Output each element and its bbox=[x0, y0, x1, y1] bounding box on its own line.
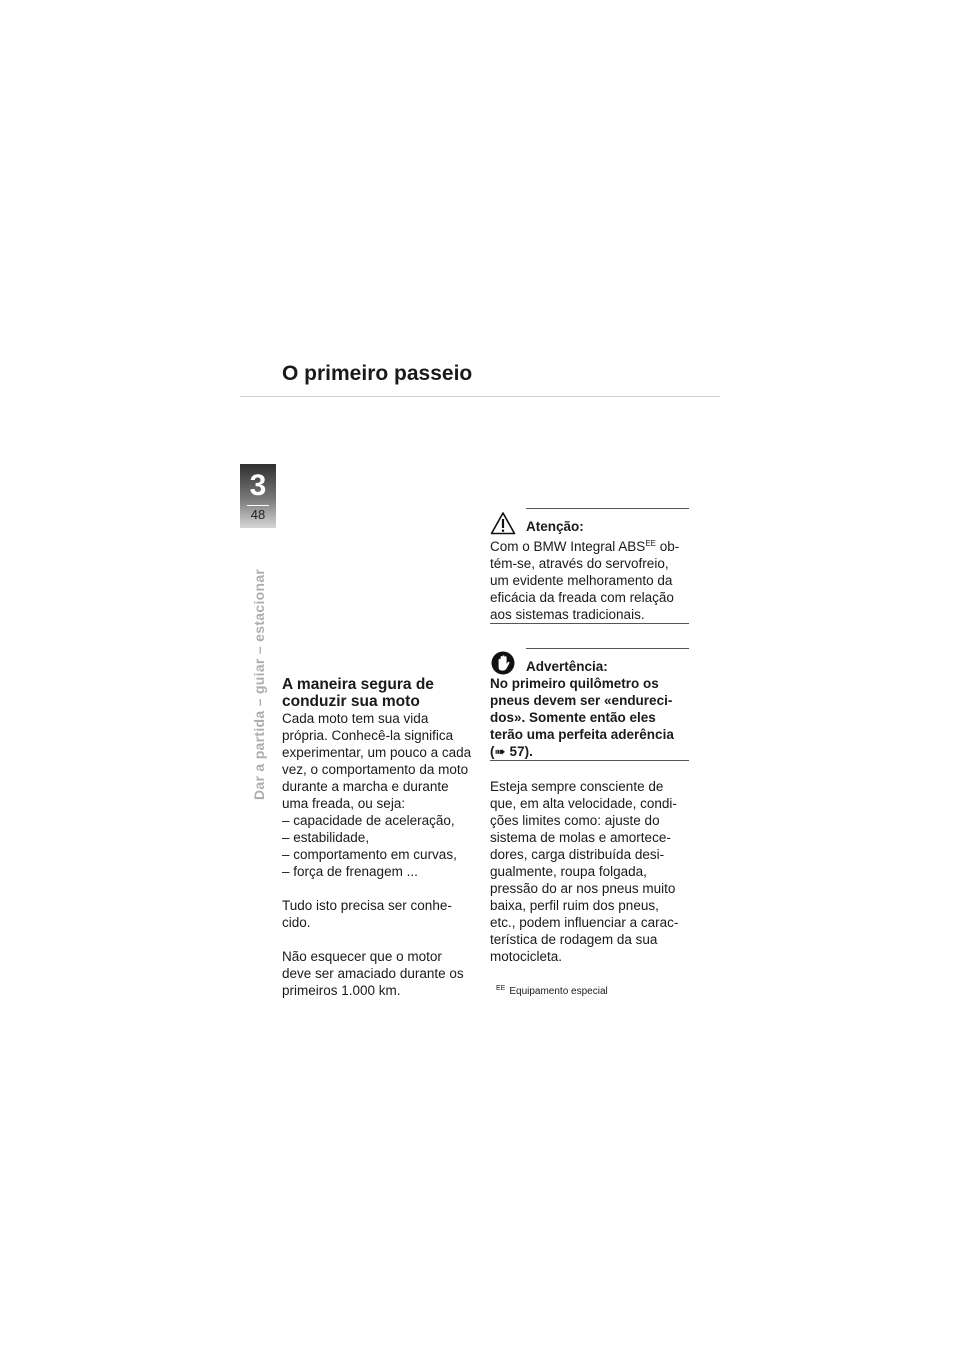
paragraph-break-in bbox=[282, 948, 478, 999]
warning-header bbox=[490, 651, 689, 675]
text-line: Com o BMW Integral ABS bbox=[490, 539, 646, 554]
text-line: No primeiro quilômetro os bbox=[490, 676, 659, 691]
footnote bbox=[490, 985, 689, 997]
warning-title: Advertência: bbox=[526, 659, 608, 674]
list-item: – estabilidade, bbox=[282, 830, 370, 845]
text-line: cido. bbox=[282, 915, 311, 930]
text-line: terão uma perfeita aderência bbox=[490, 727, 674, 742]
section-heading-line: conduzir sua moto bbox=[282, 693, 420, 710]
text-line: etc., podem influenciar a carac- bbox=[490, 915, 679, 930]
text-line: experimentar, um pouco a cada bbox=[282, 745, 472, 760]
dash-list bbox=[282, 812, 478, 880]
text-line: motocicleta. bbox=[490, 949, 563, 964]
text-line: deve ser amaciado durante os bbox=[282, 966, 464, 981]
text-line: gualmente, roupa folgada, bbox=[490, 864, 647, 879]
text-line: aos sistemas tradicionais. bbox=[490, 607, 645, 622]
left-column bbox=[282, 676, 478, 999]
text-line: (➠ 57). bbox=[490, 744, 533, 759]
right-column bbox=[490, 508, 689, 997]
warning-top-rule bbox=[526, 648, 689, 649]
list-item: – capacidade de aceleração, bbox=[282, 813, 455, 828]
header-divider bbox=[240, 396, 720, 397]
text-line: ob- bbox=[655, 539, 680, 554]
attention-top-rule bbox=[526, 508, 689, 509]
text-line: que, em alta velocidade, condi- bbox=[490, 796, 677, 811]
text-line: Cada moto tem sua vida bbox=[282, 711, 429, 726]
section-heading-line: A maneira segura de bbox=[282, 676, 434, 693]
text-line: sistema de molas e amortece- bbox=[490, 830, 671, 845]
text-line: tém-se, através do servofreio, bbox=[490, 556, 669, 571]
stop-hand-icon bbox=[490, 651, 516, 675]
warning-bottom-rule bbox=[490, 760, 689, 761]
text-line: primeiros 1.000 km. bbox=[282, 983, 401, 998]
list-item: – comportamento em curvas, bbox=[282, 847, 457, 862]
text-line: vez, o comportamento da moto bbox=[282, 762, 469, 777]
footnote-text: Equipamento especial bbox=[509, 986, 608, 997]
attention-title: Atenção: bbox=[526, 519, 584, 534]
attention-header bbox=[490, 511, 689, 535]
ee-superscript: EE bbox=[645, 539, 656, 548]
attention-bottom-rule bbox=[490, 623, 689, 624]
text-line: pressão do ar nos pneus muito bbox=[490, 881, 676, 896]
text-line: pneus devem ser «endureci- bbox=[490, 693, 673, 708]
text-line: durante a marcha e durante bbox=[282, 779, 449, 794]
text-line: Esteja sempre consciente de bbox=[490, 779, 664, 794]
footnote-mark: EE bbox=[496, 985, 506, 992]
intro-paragraph bbox=[282, 710, 478, 812]
text-line: terística de rodagem da sua bbox=[490, 932, 658, 947]
page-title: O primeiro passeio bbox=[282, 362, 473, 385]
warning-text bbox=[490, 675, 689, 760]
section-heading bbox=[282, 676, 478, 710]
riding-conditions-paragraph bbox=[490, 778, 689, 965]
text-line: própria. Conhecê-la significa bbox=[282, 728, 454, 743]
list-item: – força de frenagem ... bbox=[282, 864, 418, 879]
text-line: dores, carga distribuída desi- bbox=[490, 847, 665, 862]
text-line: ções limites como: ajuste do bbox=[490, 813, 660, 828]
text-line: uma freada, ou seja: bbox=[282, 796, 406, 811]
warning-triangle-icon bbox=[490, 511, 516, 535]
text-line: eficácia da freada com relação bbox=[490, 590, 674, 605]
attention-text bbox=[490, 535, 689, 623]
chapter-number: 3 bbox=[249, 469, 267, 502]
attention-note bbox=[490, 508, 689, 624]
text-line: baixa, perfil ruim dos pneus, bbox=[490, 898, 659, 913]
paragraph-knowledge bbox=[282, 897, 478, 931]
side-chapter-title-text: Dar a partida – guiar – estacionar bbox=[251, 568, 267, 800]
text-line: Tudo isto precisa ser conhe- bbox=[282, 898, 452, 913]
warning-note bbox=[490, 648, 689, 761]
text-line: dos». Somente então eles bbox=[490, 710, 656, 725]
chapter-tab bbox=[240, 464, 276, 528]
text-line: um evidente melhoramento da bbox=[490, 573, 673, 588]
text-line: Não esquecer que o motor bbox=[282, 949, 442, 964]
page-number: 48 bbox=[250, 507, 266, 522]
